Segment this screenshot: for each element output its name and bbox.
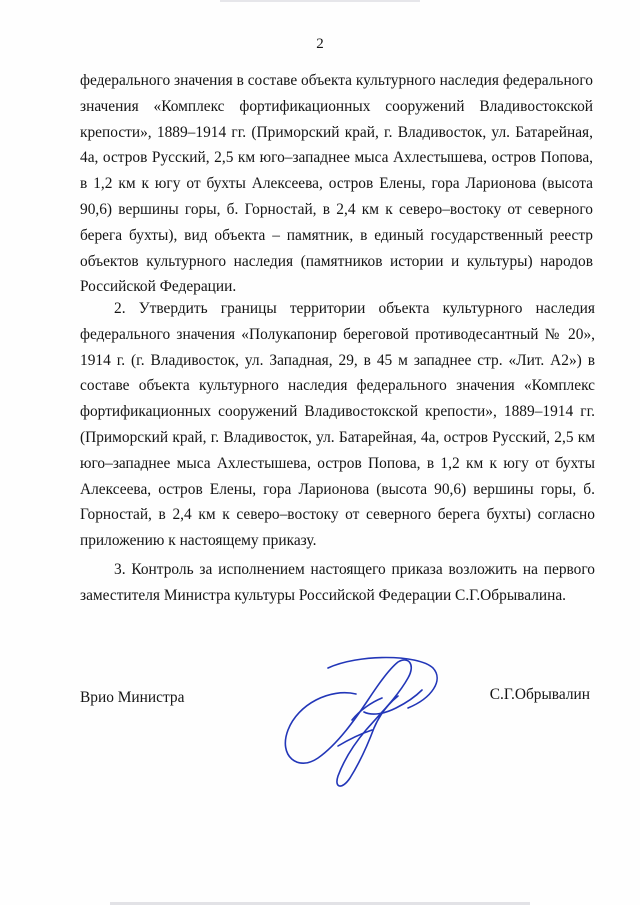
page-number: 2	[316, 36, 324, 52]
body-paragraph-3: 3. Контроль за исполнением настоящего приказа возложить на первого заместителя Министра культуры Российской Федерации С.Г.Обрывалина.	[80, 561, 595, 604]
body-paragraph-1: федерального значения в составе объекта культурного наследия федерального значения «Комплекс фортификационных сооружений Владивостокской крепости», 1889–1914 гг. (Приморский край, г. Владивосток, ул. Батарейная, 4а, остров Русский, 2,5 км юго–западнее мыса Ахлестышева, остров Попова, в 1,2 км к югу от бухты Алексеева, остров Елены, гора Ларионова (высота 90,6) вершины горы, б. Горностай, в 2,4 км к северо–востоку от северного берега бухты), вид объекта – памятник, в единый государственный реестр объектов культурного наследия (памятников истории и культуры) народов Российской Федерации.	[80, 72, 593, 296]
scan-edge-top	[220, 0, 420, 2]
signatory-position: Врио Министра	[80, 689, 185, 706]
signatory-name: С.Г.Обрывалин	[489, 686, 590, 703]
handwritten-signature	[268, 648, 448, 808]
body-paragraph-2: 2. Утвердить границы территории объекта культурного наследия федерального значения «Полукапонир береговой противодесантный № 20», 1914 г. (г. Владивосток, ул. Западная, 29, в 45 м западнее стр. «Лит. А2») в составе объекта культурного наследия федерального значения «Комплекс фортификационных сооружений Владивостокской крепости», 1889–1914 гг. (Приморский край, г. Владивосток, ул. Батарейная, 4а, остров Русский, 2,5 км юго–западнее мыса Ахлестышева, остров Попова, в 1,2 км к югу от бухты Алексеева, остров Елены, гора Ларионова (высота 90,6) вершины горы, б. Горностай, в 2,4 км к северо–востоку от северного берега бухты) согласно приложению к настоящему приказу.	[80, 300, 595, 550]
